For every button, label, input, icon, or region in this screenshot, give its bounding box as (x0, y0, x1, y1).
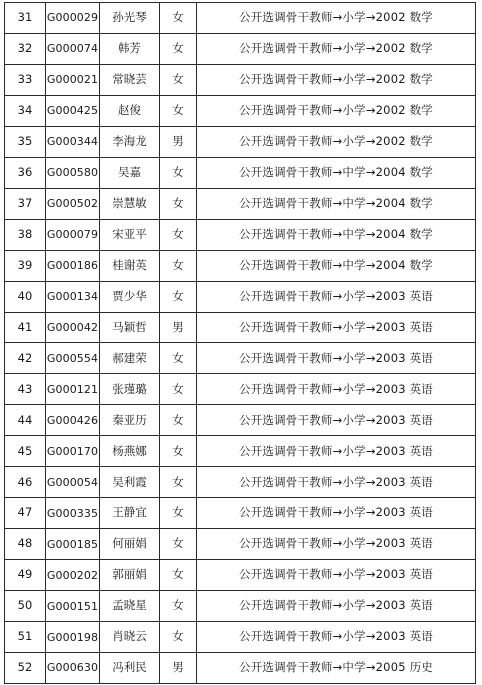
table-row (5, 219, 476, 250)
candidate-id: G000426 (46, 405, 100, 436)
candidate-gender: 女 (160, 219, 197, 250)
row-number: 37 (5, 188, 46, 219)
row-number: 47 (5, 498, 46, 529)
table-row (5, 281, 476, 312)
candidate-name: 马颖哲 (100, 312, 160, 343)
table-row (5, 436, 476, 467)
table-row (5, 188, 476, 219)
row-number: 32 (5, 33, 46, 64)
candidate-id: G000021 (46, 64, 100, 95)
applied-position: 公开选调骨干教师→小学→2003 英语 (197, 622, 476, 653)
candidate-gender: 女 (160, 529, 197, 560)
candidate-gender: 女 (160, 250, 197, 281)
candidate-id: G000170 (46, 436, 100, 467)
applied-position: 公开选调骨干教师→中学→2004 数学 (197, 188, 476, 219)
candidate-id: G000198 (46, 622, 100, 653)
candidate-id: G000554 (46, 343, 100, 374)
candidate-gender: 女 (160, 157, 197, 188)
row-number: 45 (5, 436, 46, 467)
candidate-name: 郭丽娟 (100, 560, 160, 591)
row-number: 33 (5, 64, 46, 95)
candidate-gender: 女 (160, 343, 197, 374)
candidate-gender: 女 (160, 281, 197, 312)
applied-position: 公开选调骨干教师→小学→2003 英语 (197, 374, 476, 405)
applied-position: 公开选调骨干教师→小学→2003 英语 (197, 281, 476, 312)
applied-position: 公开选调骨干教师→小学→2003 英语 (197, 591, 476, 622)
row-number: 31 (5, 3, 46, 34)
candidate-id: G000121 (46, 374, 100, 405)
candidate-id: G000425 (46, 95, 100, 126)
row-number: 50 (5, 591, 46, 622)
candidate-name: 王静宜 (100, 498, 160, 529)
candidate-gender: 女 (160, 498, 197, 529)
candidate-gender: 女 (160, 188, 197, 219)
candidate-id: G000335 (46, 498, 100, 529)
table-row (5, 374, 476, 405)
table-row (5, 653, 476, 684)
candidate-gender: 女 (160, 3, 197, 34)
candidate-gender: 女 (160, 33, 197, 64)
row-number: 40 (5, 281, 46, 312)
candidate-gender: 女 (160, 622, 197, 653)
candidate-name: 杨燕娜 (100, 436, 160, 467)
candidate-name: 李海龙 (100, 126, 160, 157)
table-row (5, 312, 476, 343)
candidate-id: G000186 (46, 250, 100, 281)
applied-position: 公开选调骨干教师→小学→2003 英语 (197, 436, 476, 467)
candidate-gender: 女 (160, 405, 197, 436)
table-row (5, 498, 476, 529)
candidate-gender: 女 (160, 64, 197, 95)
applied-position: 公开选调骨干教师→中学→2004 数学 (197, 250, 476, 281)
row-number: 35 (5, 126, 46, 157)
table-row (5, 250, 476, 281)
candidate-name: 孙光琴 (100, 3, 160, 34)
candidate-id: G000502 (46, 188, 100, 219)
applied-position: 公开选调骨干教师→小学→2002 数学 (197, 126, 476, 157)
row-number: 34 (5, 95, 46, 126)
row-number: 36 (5, 157, 46, 188)
applied-position: 公开选调骨干教师→小学→2003 英语 (197, 312, 476, 343)
candidate-id: G000202 (46, 560, 100, 591)
row-number: 43 (5, 374, 46, 405)
candidate-id: G000185 (46, 529, 100, 560)
candidate-gender: 男 (160, 312, 197, 343)
table-row (5, 529, 476, 560)
applied-position: 公开选调骨干教师→小学→2002 数学 (197, 3, 476, 34)
candidate-name: 贾少华 (100, 281, 160, 312)
candidate-gender: 女 (160, 560, 197, 591)
row-number: 49 (5, 560, 46, 591)
row-number: 48 (5, 529, 46, 560)
row-number: 38 (5, 219, 46, 250)
candidate-id: G000134 (46, 281, 100, 312)
table-row (5, 405, 476, 436)
table-row (5, 591, 476, 622)
table-row (5, 126, 476, 157)
row-number: 39 (5, 250, 46, 281)
row-number: 52 (5, 653, 46, 684)
candidate-gender: 女 (160, 374, 197, 405)
applied-position: 公开选调骨干教师→小学→2003 英语 (197, 467, 476, 498)
candidate-id: G000344 (46, 126, 100, 157)
candidate-name: 肖晓云 (100, 622, 160, 653)
candidate-name: 冯利民 (100, 653, 160, 684)
table-row (5, 33, 476, 64)
applied-position: 公开选调骨干教师→小学→2002 数学 (197, 33, 476, 64)
candidate-id: G000029 (46, 3, 100, 34)
table-row (5, 467, 476, 498)
candidate-name: 何丽娟 (100, 529, 160, 560)
candidate-gender: 男 (160, 126, 197, 157)
candidate-name: 韩芳 (100, 33, 160, 64)
table-row (5, 343, 476, 374)
applied-position: 公开选调骨干教师→小学→2003 英语 (197, 560, 476, 591)
candidate-name: 宋亚平 (100, 219, 160, 250)
candidate-id: G000580 (46, 157, 100, 188)
row-number: 46 (5, 467, 46, 498)
candidate-id: G000074 (46, 33, 100, 64)
candidate-name: 吴嘉 (100, 157, 160, 188)
row-number: 41 (5, 312, 46, 343)
candidate-gender: 女 (160, 591, 197, 622)
applied-position: 公开选调骨干教师→小学→2003 英语 (197, 343, 476, 374)
candidate-id: G000079 (46, 219, 100, 250)
candidate-gender: 女 (160, 467, 197, 498)
row-number: 42 (5, 343, 46, 374)
applied-position: 公开选调骨干教师→中学→2004 数学 (197, 157, 476, 188)
row-number: 44 (5, 405, 46, 436)
roster-table (4, 2, 476, 684)
candidate-id: G000054 (46, 467, 100, 498)
candidate-name: 赵俊 (100, 95, 160, 126)
candidate-name: 吴利霞 (100, 467, 160, 498)
candidate-id: G000630 (46, 653, 100, 684)
table-row (5, 622, 476, 653)
candidate-id: G000042 (46, 312, 100, 343)
table-row (5, 157, 476, 188)
applied-position: 公开选调骨干教师→小学→2002 数学 (197, 64, 476, 95)
candidate-name: 孟晓星 (100, 591, 160, 622)
candidate-name: 常晓芸 (100, 64, 160, 95)
row-number: 51 (5, 622, 46, 653)
table-row (5, 3, 476, 34)
candidate-name: 崇慧敏 (100, 188, 160, 219)
applied-position: 公开选调骨干教师→小学→2002 数学 (197, 95, 476, 126)
table-row (5, 64, 476, 95)
candidate-gender: 女 (160, 436, 197, 467)
applied-position: 公开选调骨干教师→小学→2003 英语 (197, 498, 476, 529)
table-row (5, 560, 476, 591)
applied-position: 公开选调骨干教师→中学→2004 数学 (197, 219, 476, 250)
candidate-gender: 男 (160, 653, 197, 684)
candidate-name: 桂谢英 (100, 250, 160, 281)
candidate-name: 张瑾璐 (100, 374, 160, 405)
roster-table-body (5, 3, 476, 684)
applied-position: 公开选调骨干教师→中学→2005 历史 (197, 653, 476, 684)
candidate-id: G000151 (46, 591, 100, 622)
candidate-name: 郝建荣 (100, 343, 160, 374)
applied-position: 公开选调骨干教师→小学→2003 英语 (197, 405, 476, 436)
applied-position: 公开选调骨干教师→小学→2003 英语 (197, 529, 476, 560)
candidate-name: 秦亚历 (100, 405, 160, 436)
table-row (5, 95, 476, 126)
candidate-gender: 女 (160, 95, 197, 126)
